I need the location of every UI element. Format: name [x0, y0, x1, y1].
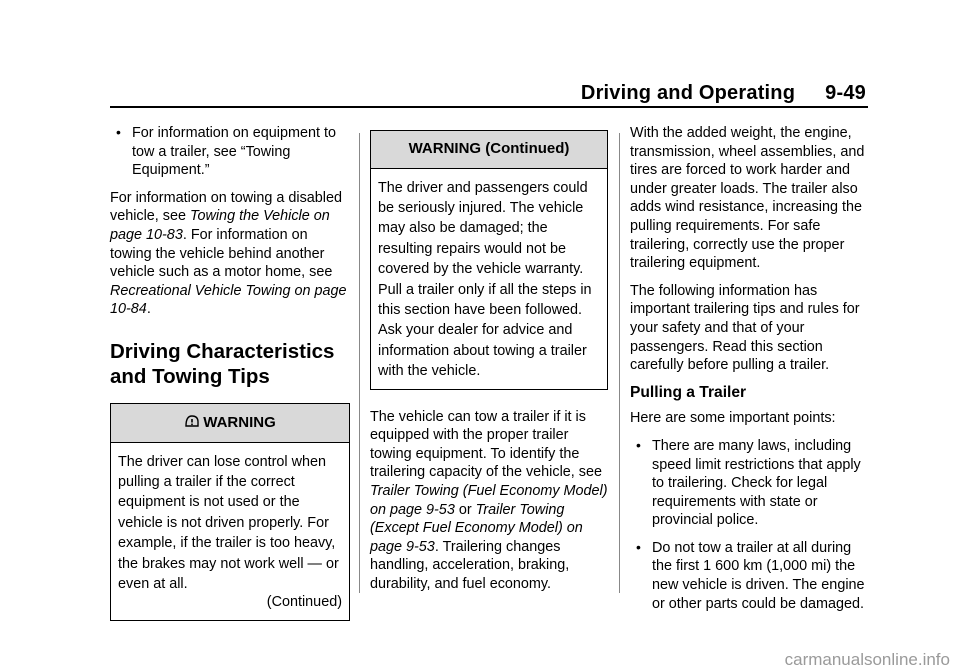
text: . Trailering changes handling, acceleration, braking, durability, and fuel economy. — [370, 538, 570, 592]
header-rule — [110, 106, 868, 108]
section-heading: Driving Characteristics and Towing Tips — [110, 339, 335, 388]
warning-box-continued — [370, 130, 608, 390]
bullet-icon: • — [636, 538, 641, 555]
column-1 — [110, 124, 350, 621]
cross-reference-link[interactable]: Recreational Vehicle Towing on page 10-84 — [110, 282, 347, 318]
cross-reference-link[interactable]: Trailer Towing (Except Fuel Economy Model) on page 9-53 — [370, 501, 583, 555]
text: The vehicle can tow a trailer if it is equipped with the proper trailer towing equipment. To identify the trailering capacity of the vehicle, see — [370, 408, 602, 481]
paragraph: With the added weight, the engine, transmission, wheel assemblies, and tires are forced to work harder and under greater loads. The trailer also adds wind resistance, increasing the pulling requirements. For safe trailering, correctly use the proper trailering equipment. — [630, 125, 865, 272]
warning-title-text: WARNING — [203, 413, 276, 431]
list-item — [630, 539, 872, 613]
bullet-icon: • — [116, 124, 121, 140]
warning-body: The driver and passengers could be seriously injured. The vehicle may also be damaged; the resulting repairs would not be covered by the vehicle warranty. Pull a trailer only if all the steps in this section have been followed. Ask your dealer for advice and information about towing a trailer with the vehicle. — [378, 179, 592, 380]
warning-icon — [184, 413, 200, 429]
column-2 — [370, 124, 608, 603]
warning-title: WARNING (Continued) — [371, 131, 607, 169]
cross-reference-link[interactable]: Trailer Towing (Fuel Economy Model) on page 9-53 — [370, 483, 608, 518]
text: . — [146, 301, 151, 318]
list-item — [630, 437, 872, 530]
warning-title — [111, 404, 349, 443]
column-3 — [630, 124, 872, 622]
paragraph: The following information has important trailering tips and rules for your safety and that of your passengers. Read this section carefully before pulling a trailer. — [630, 282, 860, 374]
page-number: 9-49 — [825, 82, 866, 104]
bullet-text: For information on equipment to tow a trailer, see “Towing Equipment.” — [132, 125, 336, 179]
text: or — [454, 501, 476, 518]
list-item — [110, 124, 350, 180]
warning-body — [111, 443, 349, 620]
bullet-text: There are many laws, including speed limit restrictions that apply to trailering. Check for legal requirements with state or provincial police. — [652, 437, 861, 529]
bullet-text: Do not tow a trailer at all during the first 1 600 km (1,000 mi) the new vehicle is driven. The engine or other parts could be damaged. — [652, 539, 865, 612]
bullet-icon: • — [636, 436, 641, 453]
text: For information on towing a disabled vehicle, see — [110, 189, 342, 225]
watermark: carmanualsonline.info — [784, 650, 950, 669]
paragraph: Here are some important points: — [630, 410, 836, 427]
continued-label: (Continued) — [266, 594, 342, 611]
column-divider — [619, 133, 620, 593]
warning-box — [110, 403, 350, 621]
warning-text: The driver can lose control when pulling a trailer if the correct equipment is not used or the vehicle is not driven properly. For example, if the trailer is too heavy, the brakes may not work well — or even at all. — [118, 453, 339, 592]
section-title: Driving and Operating — [580, 82, 796, 104]
text: . For information on towing the vehicle behind another vehicle such as a motor home, see — [110, 226, 333, 281]
paragraph — [110, 189, 350, 319]
subsection-heading: Pulling a Trailer — [630, 383, 747, 401]
paragraph — [370, 408, 608, 594]
cross-reference-link[interactable]: Towing the Vehicle on page 10-83 — [110, 208, 330, 243]
page-header — [581, 82, 866, 105]
column-divider — [359, 133, 360, 593]
